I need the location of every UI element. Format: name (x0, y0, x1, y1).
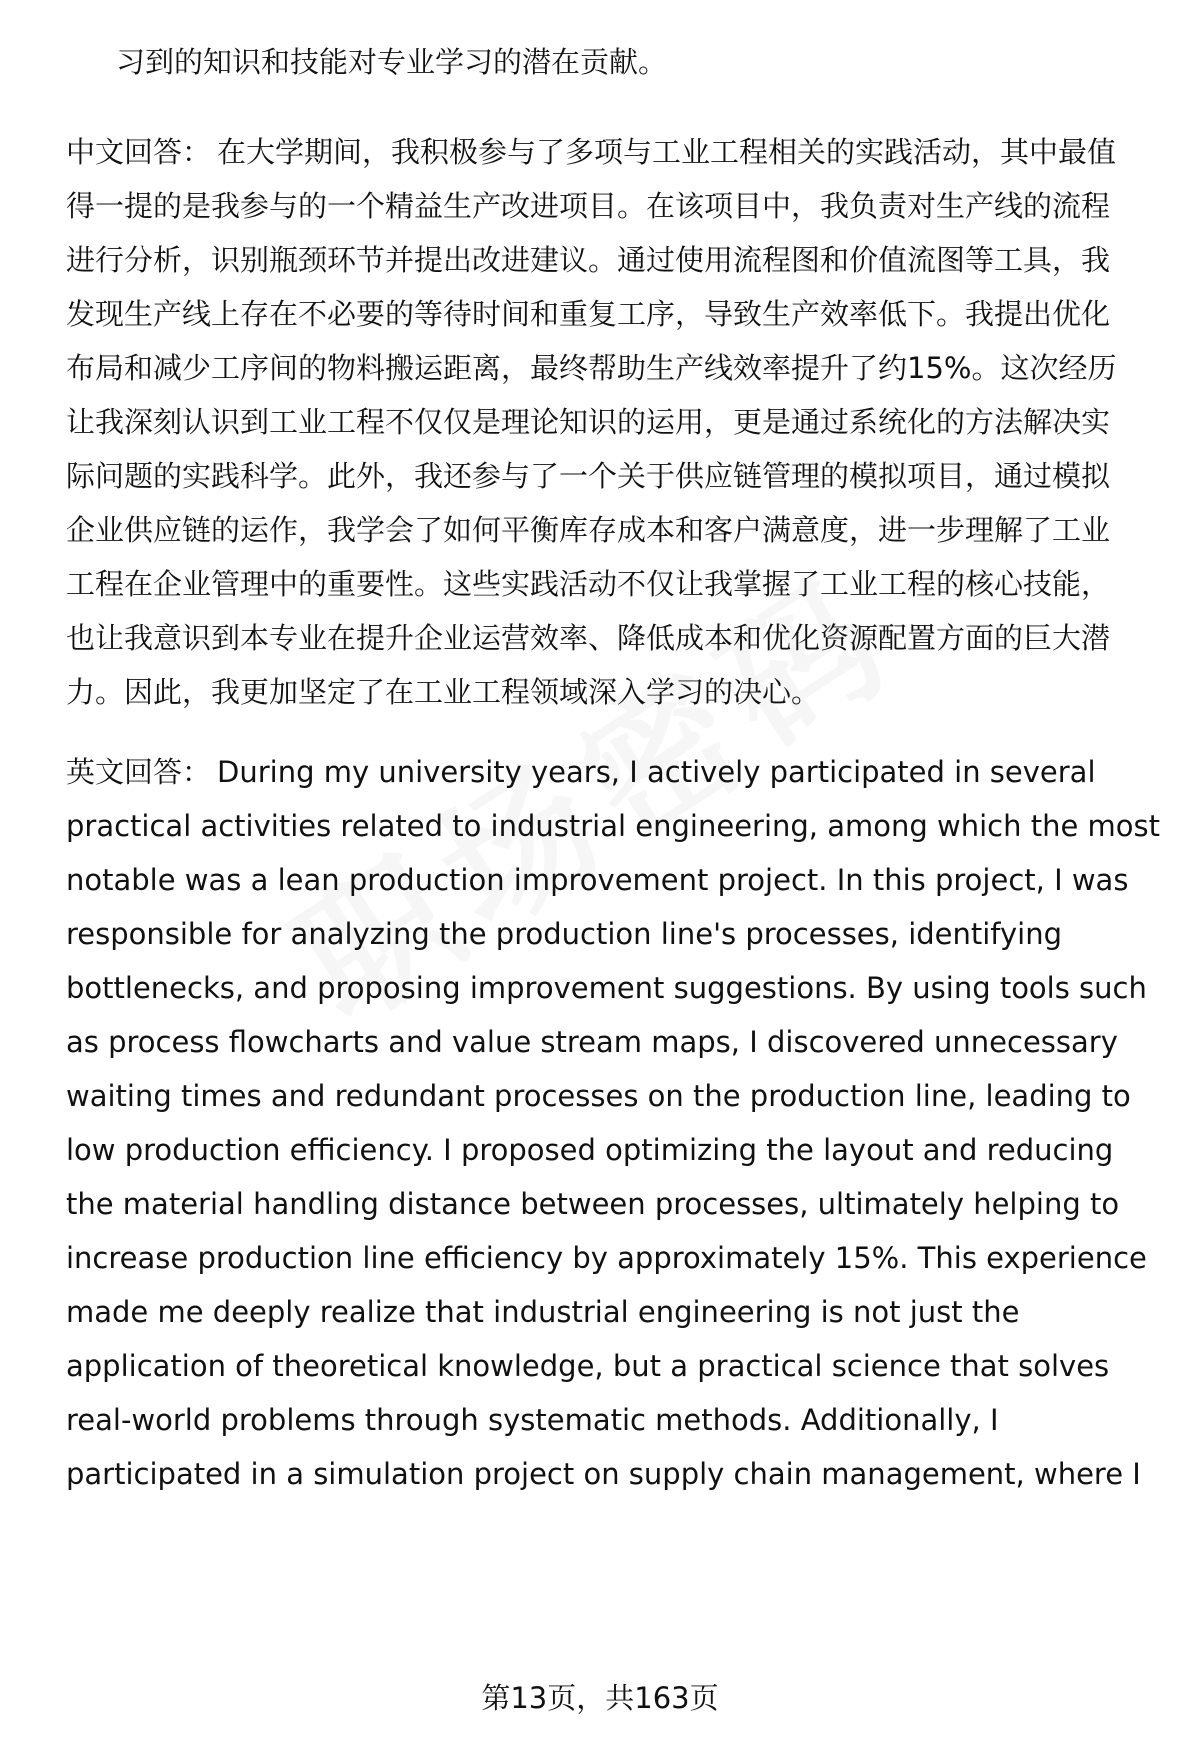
english-line: participated in a simulation project on supply chain management, where I (66, 1457, 1141, 1491)
chinese-line: 进行分析，识别瓶颈环节并提出改进建议。通过使用流程图和价值流图等工具，我 (66, 243, 1111, 277)
english-answer-label: 英文回答： (66, 755, 212, 789)
english-line: as process flowcharts and value stream maps, I discovered unnecessary (66, 1025, 1118, 1059)
chinese-line: 力。因此，我更加坚定了在工业工程领域深入学习的决心。 (66, 675, 821, 709)
chinese-answer-label: 中文回答： (66, 135, 212, 169)
english-line: notable was a lean production improvement project. In this project, I was (66, 863, 1129, 897)
chinese-line: 工程在企业管理中的重要性。这些实践活动不仅让我掌握了工业工程的核心技能， (66, 567, 1111, 601)
english-line: responsible for analyzing the production line's processes, identifying (66, 917, 1063, 951)
chinese-line-text: 在大学期间，我积极参与了多项与工业工程相关的实践活动，其中最值 (217, 135, 1117, 169)
english-line: practical activities related to industrial engineering, among which the most (66, 809, 1160, 843)
chinese-line (66, 132, 1116, 172)
chinese-line: 得一提的是我参与的一个精益生产改进项目。在该项目中，我负责对生产线的流程 (66, 189, 1111, 223)
english-line: real-world problems through systematic methods. Additionally, I (66, 1403, 999, 1437)
english-line: low production efficiency. I proposed optimizing the layout and reducing (66, 1133, 1114, 1167)
chinese-line: 让我深刻认识到工业工程不仅仅是理论知识的运用，更是通过系统化的方法解决实 (66, 405, 1111, 439)
english-line (66, 752, 1096, 792)
english-line: the material handling distance between processes, ultimately helping to (66, 1187, 1120, 1221)
chinese-line: 布局和减少工序间的物料搬运距离，最终帮助生产线效率提升了约15%。这次经历 (66, 351, 1117, 385)
english-line: increase production line efficiency by approximately 15%. This experience (66, 1241, 1147, 1275)
english-line: made me deeply realize that industrial engineering is not just the (66, 1295, 1020, 1329)
english-line: bottlenecks, and proposing improvement suggestions. By using tools such (66, 971, 1147, 1005)
chinese-line: 际问题的实践科学。此外，我还参与了一个关于供应链管理的模拟项目，通过模拟 (66, 459, 1111, 493)
chinese-line: 也让我意识到本专业在提升企业运营效率、降低成本和优化资源配置方面的巨大潜 (66, 621, 1111, 655)
chinese-line: 企业供应链的运作，我学会了如何平衡库存成本和客户满意度，进一步理解了工业 (66, 513, 1111, 547)
english-line-text: During my university years, I actively participated in several (217, 755, 1096, 789)
intro-line: 习到的知识和技能对专业学习的潜在贡献。 (116, 45, 668, 79)
english-line: waiting times and redundant processes on the production line, leading to (66, 1079, 1131, 1113)
english-line: application of theoretical knowledge, but a practical science that solves (66, 1349, 1110, 1383)
chinese-line: 发现生产线上存在不必要的等待时间和重复工序，导致生产效率低下。我提出优化 (66, 297, 1111, 331)
page-number: 第13页，共163页 (481, 1681, 719, 1715)
